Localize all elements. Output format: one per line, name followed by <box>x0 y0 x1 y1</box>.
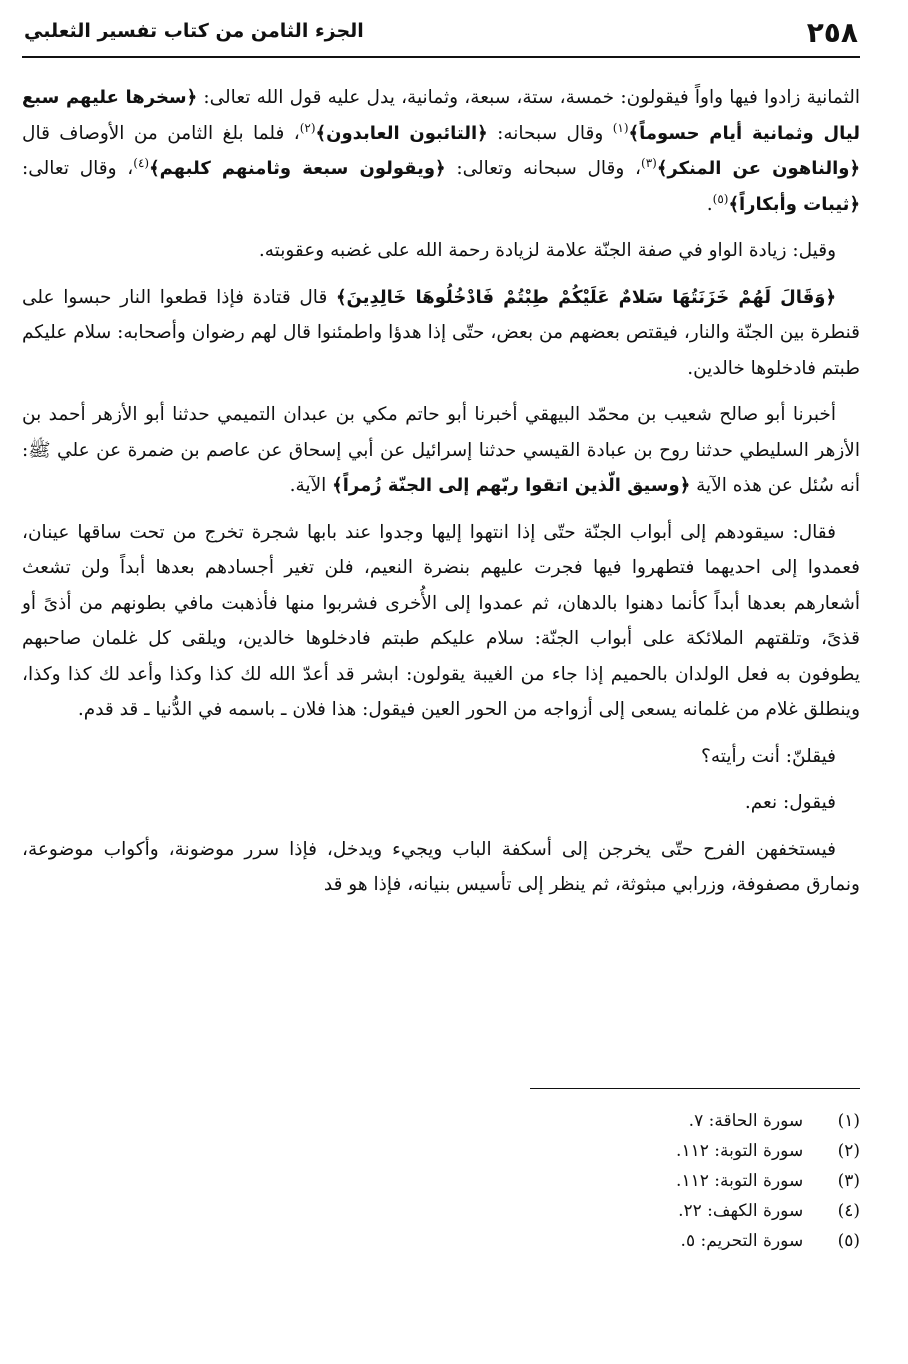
text-run: وقيل: زيادة الواو في صفة الجنّة علامة لزيادة رحمة الله على غضبه وعقوبته. <box>258 240 836 261</box>
quran-quote: ﴿وسيق الّذين اتقوا ربّهم إلى الجنّة زُمراً﴾ <box>332 475 691 496</box>
footnote-text: سورة التوبة: ١١٢. <box>676 1171 804 1191</box>
paragraph <box>22 80 860 222</box>
footnote <box>260 1226 860 1256</box>
text-run: ، وقال تعالى: <box>22 158 134 179</box>
footnote-number: (٣) <box>837 1171 860 1191</box>
text-run: الآية. <box>289 475 333 496</box>
footnote-text: سورة التوبة: ١١٢. <box>676 1141 804 1161</box>
running-title: الجزء الثامن من كتاب تفسير الثعلبي <box>24 20 364 42</box>
text-run: ، فلما بلغ الثامن من الأوصاف قال <box>22 122 300 144</box>
text-run: فيستخفهن الفرح حتّى يخرجن إلى أسكفة الباب ويجيء ويدخل، فإذا سرر موضونة، وأكواب موضوعة، ونمارق مصفوفة، وزرابي مبثوثة، ثم ينظر إلى تأسيس بنيانه، فإذا هو قد <box>22 838 860 895</box>
footnote-ref: (١) <box>612 120 629 135</box>
footnote-text: سورة الحاقة: ٧. <box>688 1111 804 1131</box>
footnote-number: (٢) <box>837 1141 860 1161</box>
text-run: قال قتادة فإذا قطعوا النار حبسوا على قنطرة بين الجنّة والنار، فيقتص بعضهم من بعض، حتّى إذا هدؤا واطمئنوا قال لهم رضوان وأصحابه: سلام عليكم طبتم فادخلوها خالدين. <box>22 286 860 379</box>
page-header <box>22 14 860 58</box>
footnotes <box>260 1106 860 1256</box>
paragraph <box>22 280 860 387</box>
footnote-text: سورة التحريم: ٥. <box>680 1231 804 1251</box>
paragraph <box>22 515 860 728</box>
text-run: فيقلنّ: أنت رأيته؟ <box>701 745 836 767</box>
footnote-ref: (٥) <box>712 191 729 206</box>
footnote-divider <box>530 1088 860 1089</box>
text-run: ، وقال سبحانه وتعالى: <box>445 158 641 179</box>
footnote <box>260 1136 860 1166</box>
text-run: وقال سبحانه: <box>487 122 613 144</box>
paragraph <box>22 233 860 269</box>
footnote <box>260 1106 860 1136</box>
page-body <box>22 80 860 903</box>
paragraph <box>22 739 860 775</box>
footnote-text: سورة الكهف: ٢٢. <box>678 1201 804 1221</box>
quran-quote: ﴿التائبون العابدون﴾ <box>315 122 488 144</box>
quran-quote: ﴿سخرها عليهم سبع ليال وثمانية أيام حسوماً﴾ <box>22 87 860 144</box>
quran-quote: ﴿ويقولون سبعة وثامنهم كلبهم﴾ <box>149 158 446 179</box>
quran-quote: ﴿ثيبات وأبكاراً﴾ <box>728 193 860 215</box>
text-run: أخبرنا أبو صالح شعيب بن محمّد البيهقي أخبرنا أبو حاتم مكي بن عبدان التميمي حدثنا أبو الأزهر أحمد بن الأزهر السليطي حدثنا روح بن عبادة القيسي حدثنا إسرائيل عن أبي إسحاق عن عاصم بن ضمرة عن علي ﷺ: أنه سُئل عن هذه الآية <box>22 404 860 496</box>
paragraph <box>22 832 860 903</box>
text-run: فقال: سيقودهم إلى أبواب الجنّة حتّى إذا انتهوا إليها وجدوا عند بابها شجرة تخرج من تحت ساقها عينان، فعمدوا إلى احديهما فتطهروا فيها فجرت عليهم بنضرة النعيم، فلن تغير أجسادهم بعدها أبداً ولن تشعث أشعارهم بعدها أبداً كأنما دهنوا بالدهان، ثم عمدوا إلى الأُخرى فشربوا منها فأذهبت مافي بطونهم من أذىً أو قذىً، وتلقتهم الملائكة على أبواب الجنّة: سلام عليكم طبتم فادخلوها خالدين، ويلقى كل غلمان صاحبهم يطوفون به فعل الولدان بالحميم إذا جاء من الغيبة يقولون: ابشر قد أعدّ الله لك كذا وكذا وأعد لك كذا وكذا، وينطلق غلام من غلمانه يسعى إلى أزواجه من الحور العين فيقول: هذا فلان ـ باسمه في الدُّنيا ـ قد قدم. <box>22 521 860 720</box>
quran-quote: ﴿وَقَالَ لَهُمْ خَزَنَتُهَا سَلامٌ عَلَيْكُمْ طِبْتُمْ فَادْخُلُوهَا خَالِدِينَ﴾ <box>335 286 837 308</box>
footnote <box>260 1166 860 1196</box>
footnote-ref: (٢) <box>299 120 316 135</box>
footnote <box>260 1196 860 1226</box>
paragraph <box>22 397 860 504</box>
text-run: . <box>706 193 713 215</box>
quran-quote: ﴿والناهون عن المنكر﴾ <box>656 158 860 179</box>
footnote-number: (١) <box>837 1111 860 1131</box>
page-number: ٢٥٨ <box>806 16 858 49</box>
text-run: الثمانية زادوا فيها واواً فيقولون: خمسة، ستة، سبعة، وثمانية، يدل عليه قول الله تعالى: <box>197 87 860 108</box>
paragraph <box>22 785 860 821</box>
footnote-number: (٥) <box>837 1231 860 1251</box>
footnote-ref: (٣) <box>641 155 657 170</box>
book-page <box>22 14 860 1344</box>
text-run: فيقول: نعم. <box>744 792 836 813</box>
footnote-ref: (٤) <box>133 155 150 170</box>
footnote-number: (٤) <box>837 1201 860 1221</box>
